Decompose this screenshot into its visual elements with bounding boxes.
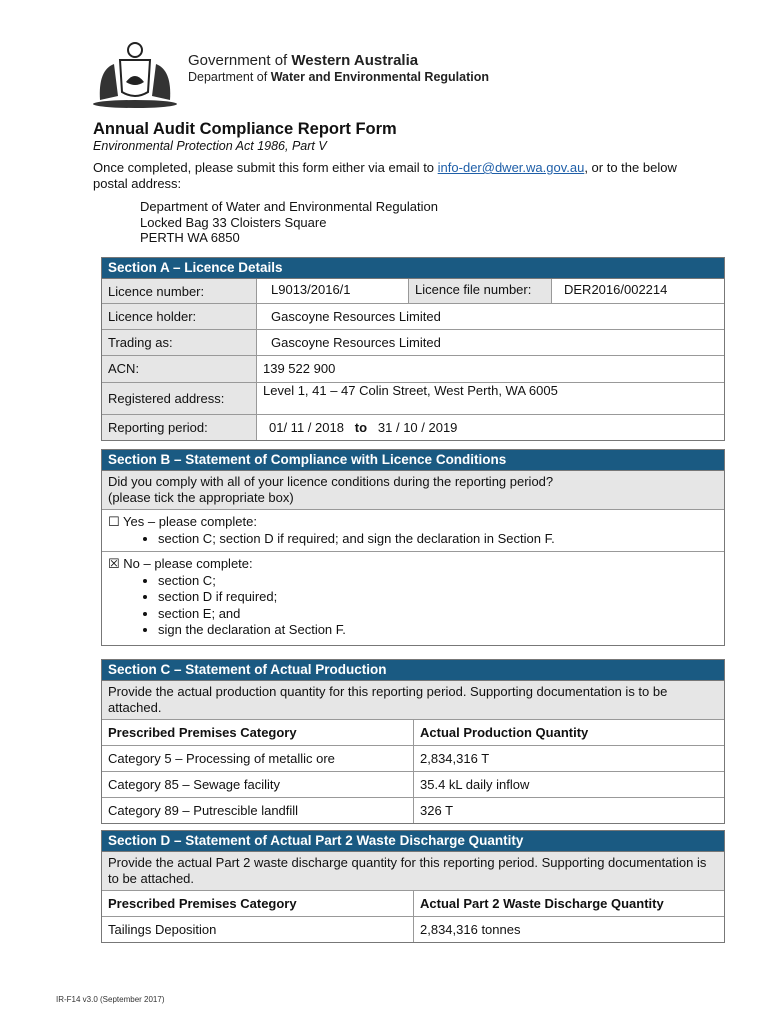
intro-text: Once completed, please submit this form either via email to info-der@dwer.wa.gov.au, or to the below postal address: bbox=[93, 160, 677, 191]
trading-value: Gascoyne Resources Limited bbox=[271, 335, 441, 350]
licence-holder-row bbox=[102, 304, 724, 330]
address-row bbox=[102, 383, 724, 415]
section-c bbox=[101, 659, 725, 824]
no-label: No – please complete: bbox=[123, 556, 253, 571]
government-title: Government of Western Australia bbox=[188, 52, 419, 69]
form-version: IR-F14 v3.0 (September 2017) bbox=[56, 995, 165, 1004]
period-to: 31 / 10 / 2019 bbox=[377, 420, 458, 435]
section-b-header: Section B – Statement of Compliance with Licence Conditions bbox=[102, 450, 724, 471]
address-line: PERTH WA 6850 bbox=[140, 230, 240, 245]
yes-checkbox[interactable]: ☐ bbox=[108, 514, 120, 529]
table-row bbox=[102, 798, 724, 823]
section-a-header: Section A – Licence Details bbox=[102, 258, 724, 279]
department-title: Department of Water and Environmental Regulation bbox=[188, 70, 490, 84]
licence-number-row bbox=[102, 279, 724, 304]
wa-crest-logo bbox=[90, 40, 180, 110]
section-a bbox=[101, 257, 725, 441]
postal-address bbox=[140, 199, 438, 246]
section-c-instructions bbox=[102, 681, 724, 720]
question-note: (please tick the appropriate box) bbox=[108, 490, 294, 505]
period-from: 01/ 11 / 2018 bbox=[269, 420, 344, 435]
quantity-cell: 2,834,316 T bbox=[420, 751, 490, 766]
quantity-cell: 326 T bbox=[420, 803, 454, 818]
quantity-header: Actual Part 2 Waste Discharge Quantity bbox=[420, 896, 664, 911]
section-d-instructions bbox=[102, 852, 724, 891]
period-value bbox=[257, 415, 724, 440]
list-item: • section C; section D if required; and sign the declaration in Section F. bbox=[158, 531, 718, 548]
category-cell: Category 85 – Sewage facility bbox=[102, 772, 414, 797]
licence-number-value: L9013/2016/1 bbox=[257, 279, 409, 303]
licence-number-label: Licence number: bbox=[102, 279, 257, 303]
trading-label: Trading as: bbox=[102, 330, 257, 355]
compliance-question bbox=[102, 471, 724, 510]
form-subtitle: Environmental Protection Act 1986, Part V bbox=[93, 139, 327, 153]
table-row bbox=[102, 746, 724, 772]
section-c-header: Section C – Statement of Actual Production bbox=[102, 660, 724, 681]
address-line: Locked Bag 33 Cloisters Square bbox=[140, 214, 327, 230]
instructions-text: Provide the actual Part 2 waste discharge quantity for this reporting period. Supporting documentation is to be attached. bbox=[108, 855, 707, 886]
section-d-header: Section D – Statement of Actual Part 2 Waste Discharge Quantity bbox=[102, 831, 724, 852]
address-label: Registered address: bbox=[102, 383, 257, 414]
option-yes bbox=[102, 510, 724, 552]
yes-label: Yes – please complete: bbox=[123, 514, 257, 529]
list-item: • section D if required; bbox=[158, 589, 718, 606]
file-number-label: Licence file number: bbox=[409, 279, 552, 303]
table-row bbox=[102, 772, 724, 798]
table-header-row bbox=[102, 891, 724, 917]
option-no bbox=[102, 552, 724, 643]
category-cell: Tailings Deposition bbox=[102, 917, 414, 942]
category-cell: Category 89 – Putrescible landfill bbox=[102, 798, 414, 823]
section-b bbox=[101, 449, 725, 646]
no-checkbox[interactable]: ☒ bbox=[108, 556, 120, 571]
period-label: Reporting period: bbox=[102, 415, 257, 440]
acn-value: 139 522 900 bbox=[263, 361, 336, 376]
file-number-value: DER2016/002214 bbox=[564, 282, 668, 297]
holder-value: Gascoyne Resources Limited bbox=[271, 309, 441, 324]
list-item: • sign the declaration at Section F. bbox=[158, 622, 718, 639]
period-to-word: to bbox=[354, 420, 368, 435]
category-cell: Category 5 – Processing of metallic ore bbox=[102, 746, 414, 771]
quantity-header: Actual Production Quantity bbox=[420, 725, 589, 740]
period-row bbox=[102, 415, 724, 440]
trading-row bbox=[102, 330, 724, 356]
section-d bbox=[101, 830, 725, 943]
address-line: Department of Water and Environmental Regulation bbox=[140, 199, 438, 214]
address-value: Level 1, 41 – 47 Colin Street, West Perth, WA 6005 bbox=[263, 383, 558, 398]
quantity-cell: 35.4 kL daily inflow bbox=[420, 777, 530, 792]
acn-label: ACN: bbox=[102, 356, 257, 382]
list-item: • section E; and bbox=[158, 606, 718, 623]
acn-row bbox=[102, 356, 724, 383]
table-header-row bbox=[102, 720, 724, 746]
table-row bbox=[102, 917, 724, 942]
quantity-cell: 2,834,316 tonnes bbox=[420, 922, 521, 937]
email-link[interactable]: info-der@dwer.wa.gov.au bbox=[437, 160, 585, 175]
category-header: Prescribed Premises Category bbox=[102, 720, 414, 745]
list-item: • section C; bbox=[158, 573, 718, 590]
holder-label: Licence holder: bbox=[102, 304, 257, 329]
category-header: Prescribed Premises Category bbox=[102, 891, 414, 916]
instructions-text: Provide the actual production quantity for this reporting period. Supporting documentation is to be attached. bbox=[108, 684, 668, 715]
form-title: Annual Audit Compliance Report Form bbox=[93, 120, 397, 138]
question-text: Did you comply with all of your licence conditions during the reporting period? bbox=[108, 474, 554, 489]
